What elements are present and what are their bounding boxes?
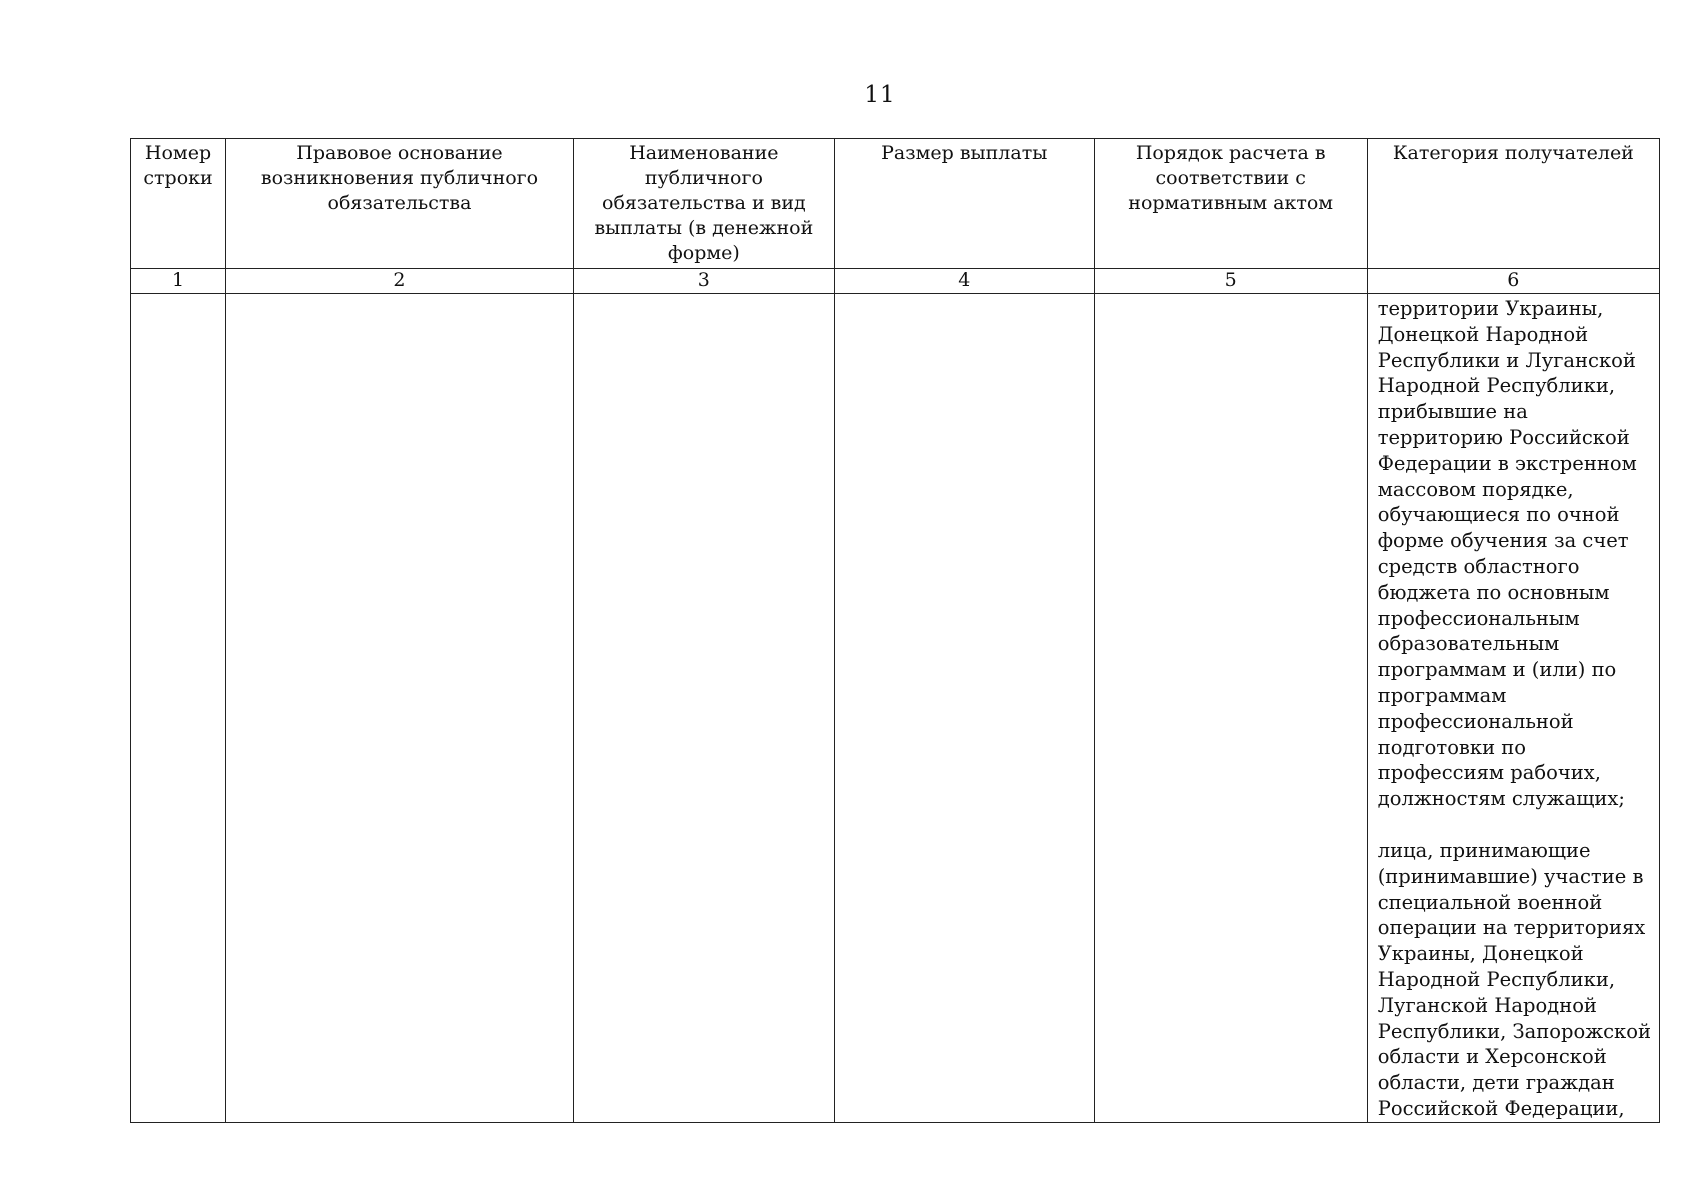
cell-line-number: [131, 294, 226, 1123]
header-legal-basis: Правовое основание возникновения публичного обязательства: [226, 139, 574, 269]
cell-calculation-order: [1094, 294, 1367, 1123]
column-number: 3: [573, 269, 834, 294]
column-number: 6: [1367, 269, 1659, 294]
header-obligation-name: Наименование публичного обязательства и вид выплаты (в денежной форме): [573, 139, 834, 269]
column-number: 2: [226, 269, 574, 294]
header-calculation-order: Порядок расчета в соответствии с нормативным актом: [1094, 139, 1367, 269]
header-payment-amount: Размер выплаты: [834, 139, 1094, 269]
table-row: [131, 294, 1660, 1123]
recipient-paragraph: территории Украины, Донецкой Народной Республики и Луганской Народной Республики, прибывшие на территорию Российской Федерации в экстренном массовом порядке, обучающиеся по очной форме обучения за счет средств областного бюджета по основным профессиональным образовательным программам и (или) по программам профессиональной подготовки по профессиям рабочих, должностям служащих;: [1377, 297, 1637, 811]
column-number: 1: [131, 269, 226, 294]
column-number: 4: [834, 269, 1094, 294]
cell-obligation-name: [573, 294, 834, 1123]
header-recipient-category: Категория получателей: [1367, 139, 1659, 269]
cell-recipient-category: [1367, 294, 1659, 1123]
column-number: 5: [1094, 269, 1367, 294]
recipient-paragraph: лица, принимающие (принимавшие) участие в специальной военной операции на территориях Украины, Донецкой Народной Республики, Луганской Народной Республики, Запорожской области и Херсонской области, дети граждан Российской Федерации,: [1377, 838, 1651, 1120]
public-obligations-table: [130, 138, 1660, 1123]
cell-payment-amount: [834, 294, 1094, 1123]
page-number: 11: [864, 82, 896, 108]
table-header-row: [131, 139, 1660, 269]
cell-legal-basis: [226, 294, 574, 1123]
column-number-row: [131, 269, 1660, 294]
header-line-number: Номер строки: [131, 139, 226, 269]
